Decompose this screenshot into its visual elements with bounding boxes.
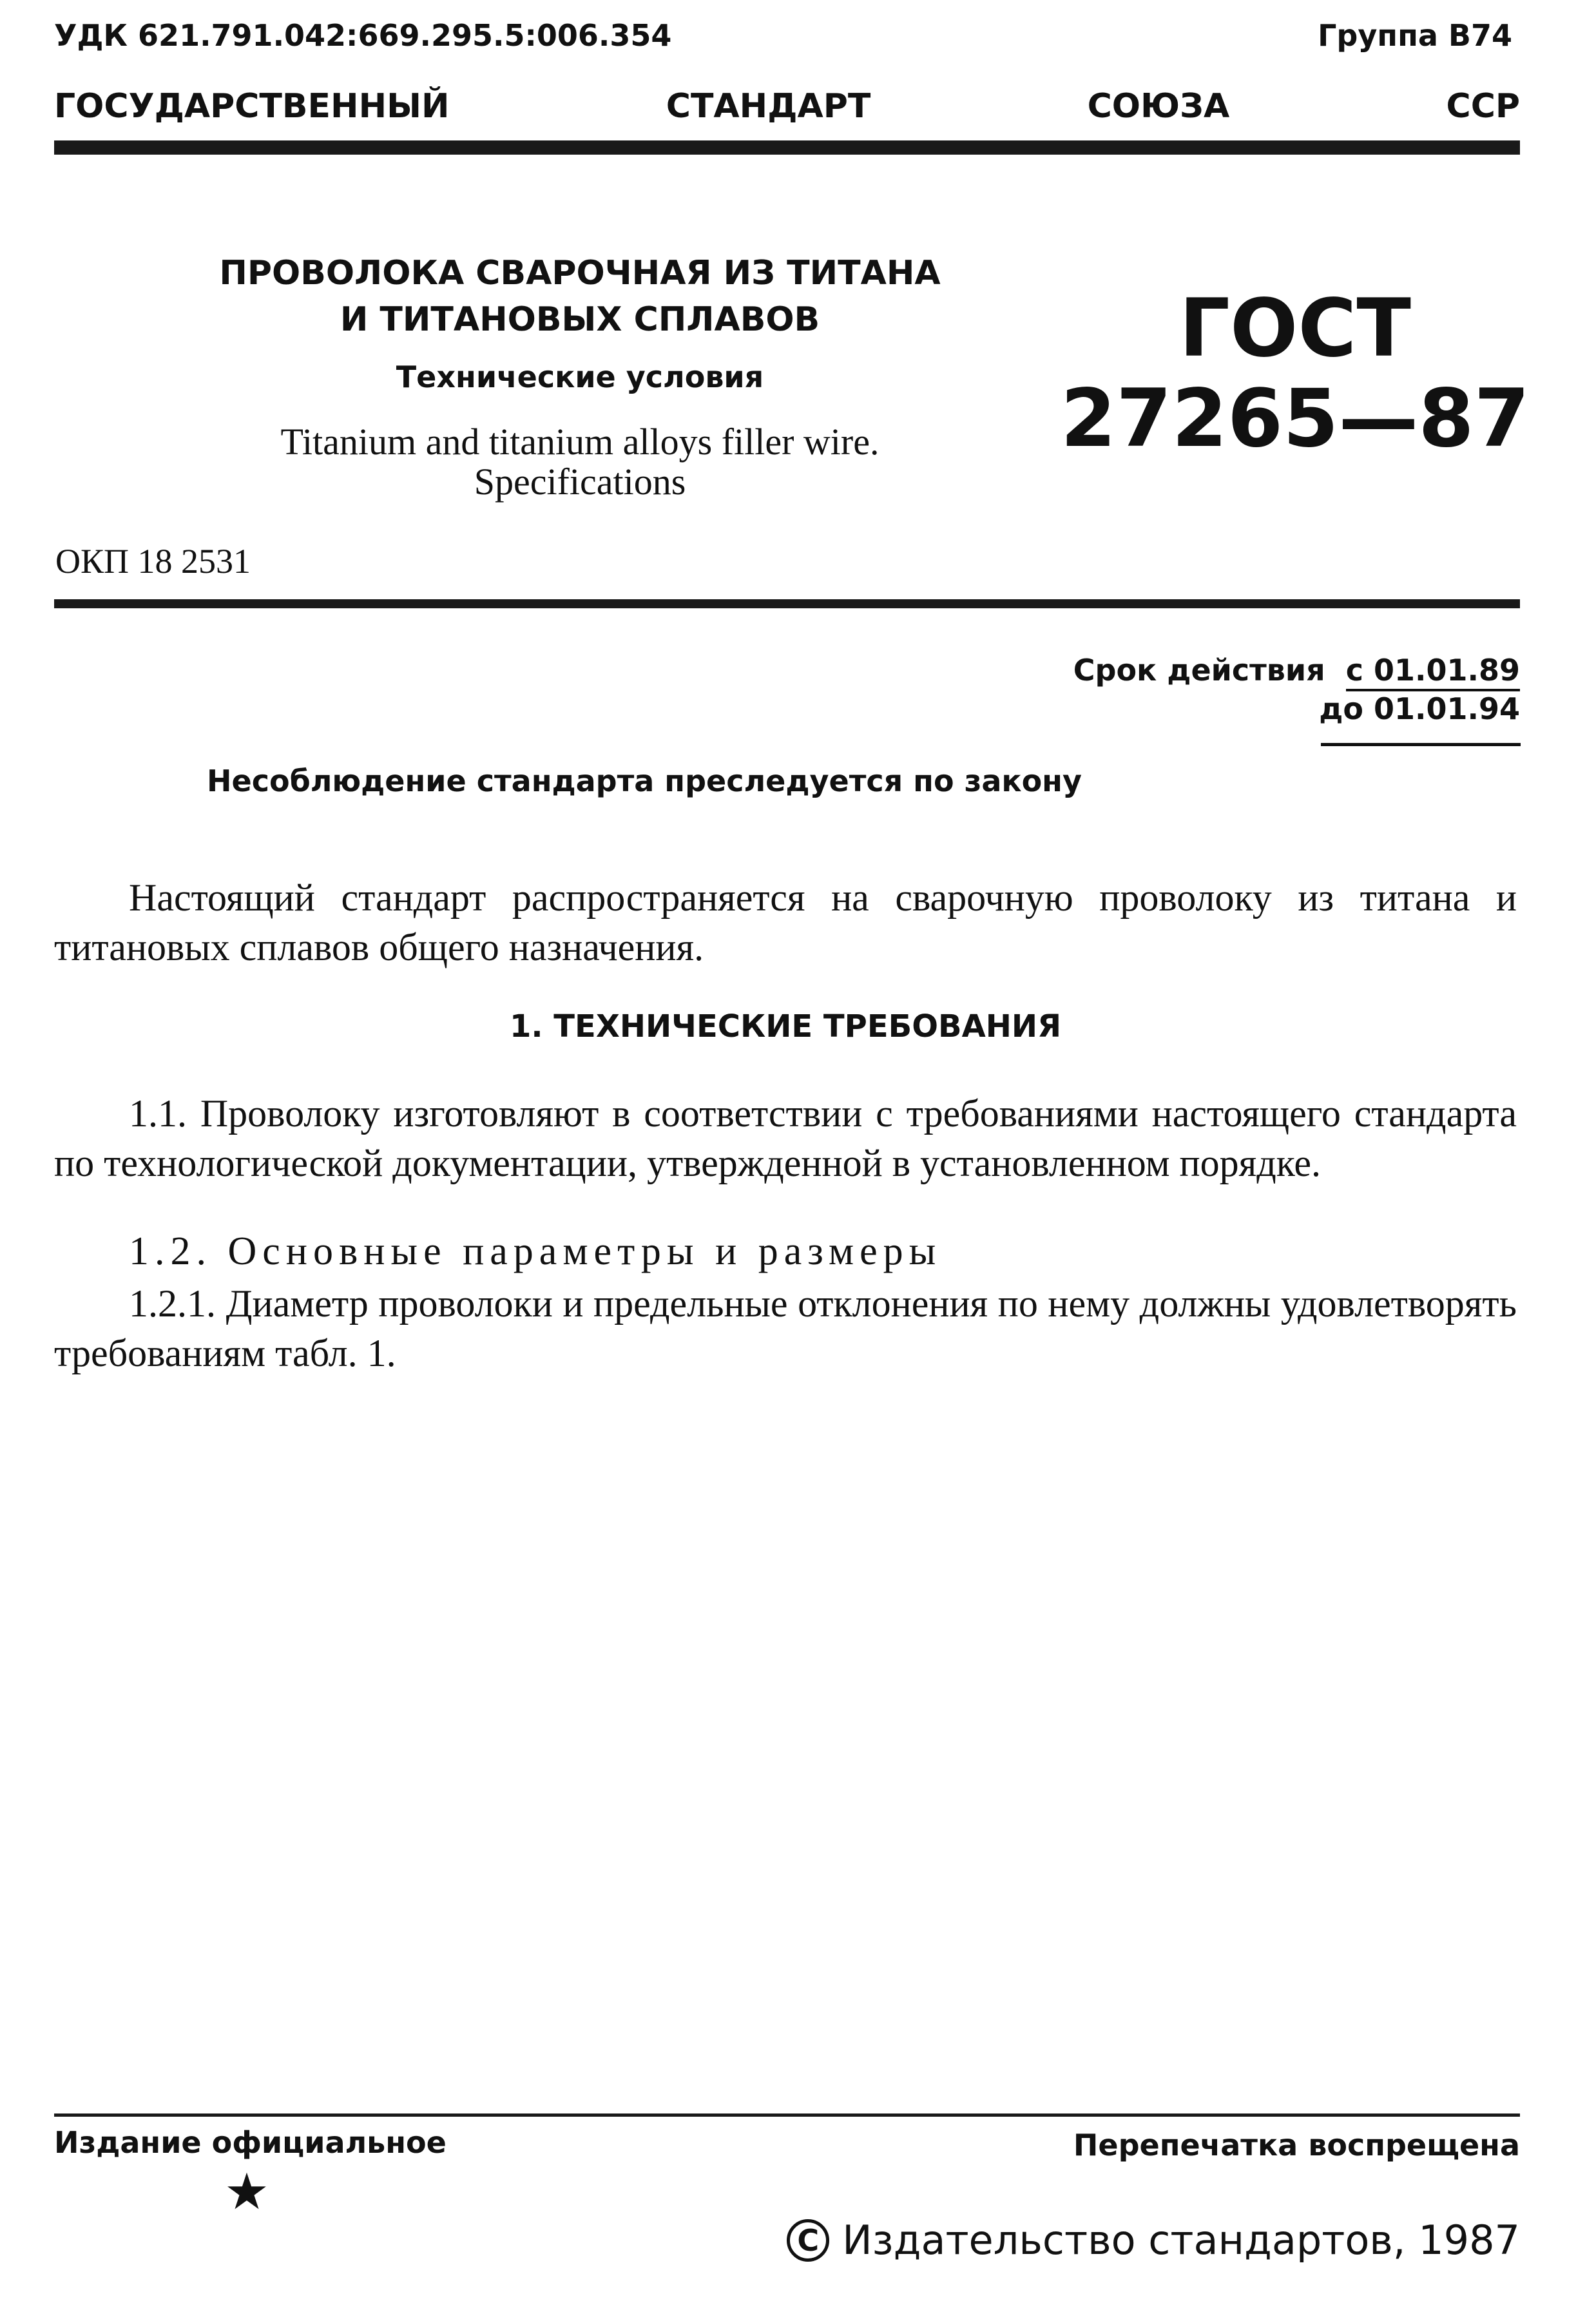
title-rule <box>54 599 1520 608</box>
english-title-line: Specifications <box>474 461 686 503</box>
banner-word: ГОСУДАРСТВЕННЫЙ <box>54 87 450 126</box>
title-line: ПРОВОЛОКА СВАРОЧНАЯ ИЗ ТИТАНА <box>219 254 941 293</box>
validity-underline <box>1321 743 1521 746</box>
law-notice: Несоблюдение стандарта преследуется по закону <box>207 764 1082 798</box>
reprint-notice: Перепечатка воспрещена <box>1073 2128 1520 2162</box>
star-icon: ★ <box>224 2164 269 2220</box>
udk-code: УДК 621.791.042:669.295.5:006.354 <box>54 18 672 53</box>
state-standard-banner <box>54 87 1520 126</box>
banner-word: СОЮЗА <box>1087 87 1230 126</box>
gost-number: 27265—87 <box>1061 372 1530 465</box>
banner-word: ССР <box>1446 87 1520 126</box>
validity-to: до 01.01.94 <box>1319 691 1520 726</box>
intro-paragraph: Настоящий стандарт распространяется на сварочную проволоку из титана и титановых сплавов общего назначения. <box>54 876 1517 968</box>
english-title <box>129 422 1031 502</box>
okp-code: ОКП 18 2531 <box>55 542 251 581</box>
footer-rule <box>54 2113 1520 2117</box>
english-title-line: Titanium and titanium alloys filler wire. <box>280 421 880 463</box>
section-heading: 1. ТЕХНИЧЕСКИЕ ТРЕБОВАНИЯ <box>509 1008 1062 1045</box>
document-subtitle: Технические условия <box>396 360 764 394</box>
copyright-icon: C <box>787 2219 829 2262</box>
banner-word: СТАНДАРТ <box>666 87 871 126</box>
clause-1-1: 1.1. Проволоку изготовляют в соответствии с требованиями настоящего стандарта по технологической документации, утвержденной в установленном порядке. <box>54 1092 1517 1184</box>
top-rule <box>54 140 1520 155</box>
clause-1-2-1: 1.2.1. Диаметр проволоки и предельные отклонения по нему должны удовлетворять требованиям табл. 1. <box>54 1282 1517 1374</box>
document-title <box>129 250 1031 343</box>
validity-period <box>1073 651 1520 728</box>
gost-label: ГОСТ <box>1178 282 1411 375</box>
group-code: Группа В74 <box>1318 18 1512 53</box>
validity-from: с 01.01.89 <box>1346 653 1520 691</box>
validity-label: Срок действия <box>1073 653 1325 688</box>
official-edition: Издание официальное <box>54 2125 447 2160</box>
publisher-name: Издательство стандартов, 1987 <box>842 2217 1520 2264</box>
clause-1-2: 1.2. Основные параметры и размеры <box>129 1229 942 1273</box>
publisher-line <box>787 2217 1520 2264</box>
title-line: И ТИТАНОВЫХ СПЛАВОВ <box>340 300 820 339</box>
